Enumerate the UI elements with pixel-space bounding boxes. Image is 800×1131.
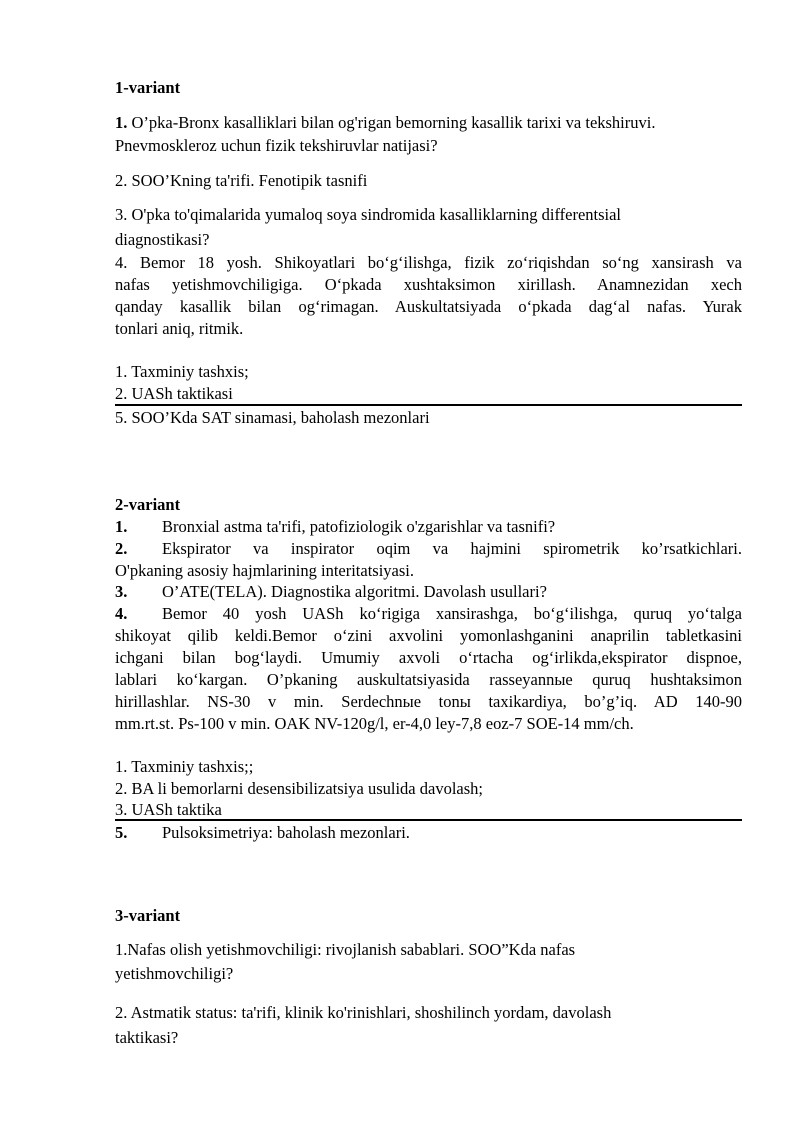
v3-q2-line2: taktikasi? <box>115 1028 179 1047</box>
v2-q4-line1: Bemor 40 yosh UASh ko‘rigiga xansirashga, bo‘g‘ilishga, quruq yo‘talga <box>162 604 742 623</box>
v2-q4-line6: mm.rt.st. Ps-100 v min. OAK NV-120g/l, er-4,0 ley-7,8 eoz-7 SOE-14 mm/ch. <box>115 714 634 733</box>
v2-question-1 <box>115 517 555 537</box>
variant-3-title: 3-variant <box>115 906 181 925</box>
v1-q1-number: 1. <box>115 113 128 132</box>
v1-question-5: 5. SOO’Kda SAT sinamasi, baholash mezonlari <box>115 408 430 427</box>
v2-task-1: 1. Taxminiy tashxis;; <box>115 757 254 776</box>
v2-task-2: 2. BA li bemorlarni desensibilizatsiya usulida davolash; <box>115 779 483 798</box>
variant-2-title: 2-variant <box>115 495 181 514</box>
v1-q4-line3: qanday kasallik bilan og‘rimagan. Auskultatsiyada o‘pkada dag‘al nafas. Yurak <box>115 297 742 316</box>
v1-q4-line1: 4. Bemor 18 yosh. Shikoyatlari bo‘g‘ilishga, fizik zo‘riqishdan so‘ng xansirash va <box>115 253 742 272</box>
v2-q2-number: 2. <box>115 539 128 558</box>
v1-q3-line1: 3. O'pka to'qimalarida yumaloq soya sindromida kasalliklarning differentsial <box>115 205 622 224</box>
v3-q1-line1: 1.Nafas olish yetishmovchiligi: rivojlanish sabablari. SOO”Kda nafas <box>115 940 576 959</box>
v1-task-2: 2. UASh taktikasi <box>115 384 233 403</box>
v2-q4-number: 4. <box>115 604 128 623</box>
v3-q1-line2: yetishmovchiligi? <box>115 964 234 983</box>
v2-q3-text: O’ATE(TELA). Diagnostika algoritmi. Davolash usullari? <box>162 582 547 601</box>
v1-q1-line1: O’pka-Bronx kasalliklari bilan og'rigan bemorning kasallik tarixi va tekshiruvi. <box>131 113 656 132</box>
v1-q4-line4: tonlari aniq, ritmik. <box>115 319 244 338</box>
v2-divider <box>115 819 742 821</box>
v2-q2-line1: Ekspirator va inspirator oqim va hajmini spirometrik ko’rsatkichlari. <box>162 539 742 558</box>
v2-question-3 <box>115 582 547 602</box>
v2-task-3: 3. UASh taktika <box>115 800 222 819</box>
v1-question-1 <box>115 113 655 133</box>
v2-q4-line2: shikoyat qilib keldi.Bemor o‘zini axvolini yomonlashganini anaprilin tabletkasini <box>115 626 742 645</box>
v2-q4-line5: hirillashlar. NS-30 v min. Serdechnыe tonы taxikardiya, bo’g’iq. AD 140-90 <box>115 692 742 711</box>
v1-q1-line2: Pnevmoskleroz uchun fizik tekshiruvlar natijasi? <box>115 136 438 155</box>
v2-q4-line4: lablari ko‘kargan. O’pkaning auskultatsiyasida rasseyannыe quruq hushtaksimon <box>115 670 742 689</box>
v1-task-1: 1. Taxminiy tashxis; <box>115 362 249 381</box>
v2-q5-number: 5. <box>115 823 128 842</box>
v2-q1-number: 1. <box>115 517 128 536</box>
v2-question-2 <box>115 539 742 559</box>
v3-q2-line1: 2. Astmatik status: ta'rifi, klinik ko'rinishlari, shoshilinch yordam, davolash <box>115 1003 612 1022</box>
v2-q3-number: 3. <box>115 582 128 601</box>
v2-q2-line2: O'pkaning asosiy hajmlarining interitatsiyasi. <box>115 561 415 580</box>
v1-q3-line2: diagnostikasi? <box>115 230 210 249</box>
variant-1-title: 1-variant <box>115 78 181 97</box>
v1-q4-line2: nafas yetishmovchiligiga. O‘pkada xushtaksimon xirillash. Anamnezidan xech <box>115 275 742 294</box>
v2-q4-line3: ichgani bilan bog‘laydi. Umumiy axvoli o‘rtacha og‘irlikda,ekspirator dispnoe, <box>115 648 742 667</box>
v2-question-4 <box>115 604 742 624</box>
v2-q5-text: Pulsoksimetriya: baholash mezonlari. <box>162 823 410 842</box>
v1-divider <box>115 404 742 406</box>
v2-question-5 <box>115 823 410 843</box>
v2-q1-text: Bronxial astma ta'rifi, patofiziologik o'zgarishlar va tasnifi? <box>162 517 556 536</box>
v1-question-2: 2. SOO’Kning ta'rifi. Fenotipik tasnifi <box>115 171 368 190</box>
